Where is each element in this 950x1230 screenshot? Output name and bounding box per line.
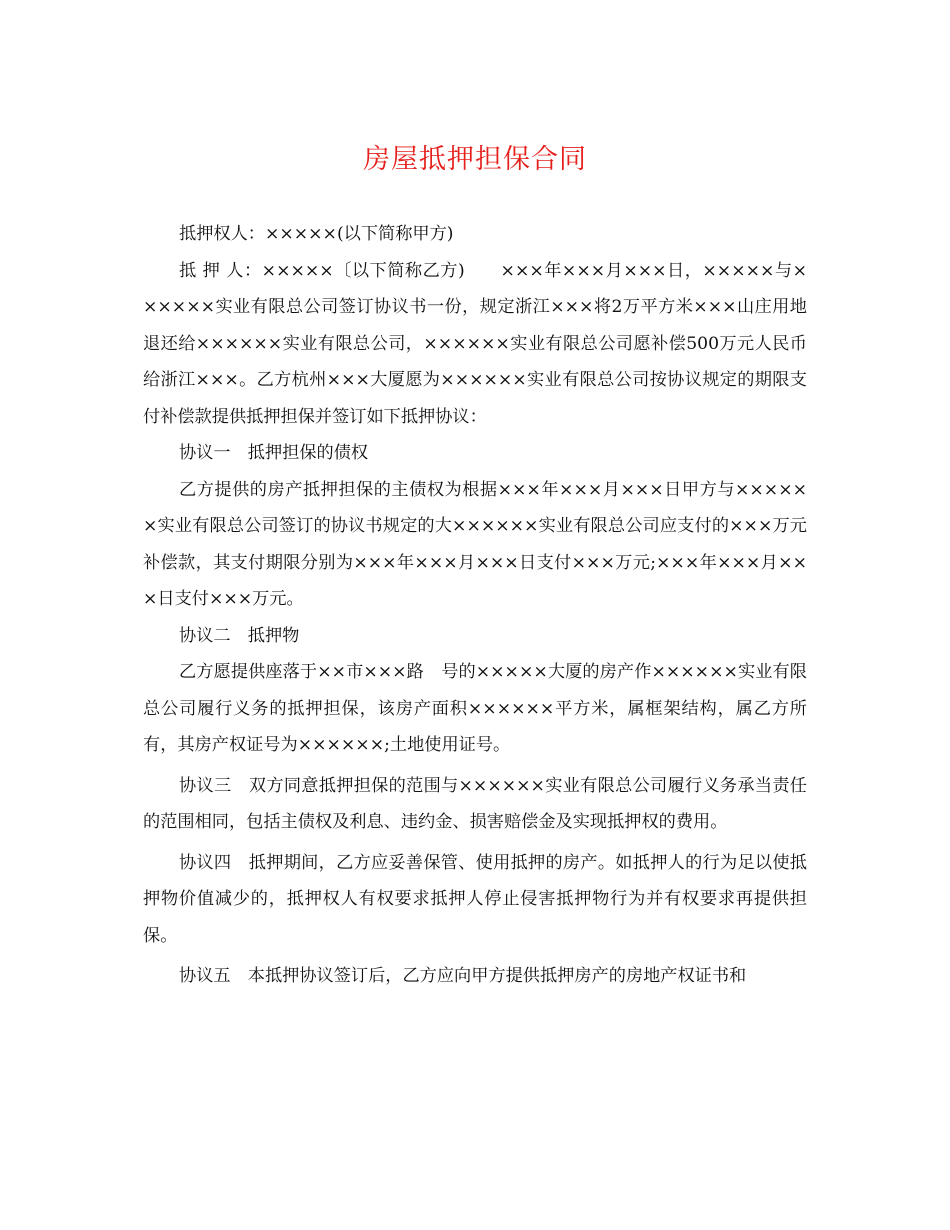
- document-title: 房屋抵押担保合同: [363, 144, 587, 175]
- paragraph-mortgagor-intro: 抵 押 人：×××××〔以下简称乙方) ×××年×××月×××日，×××××与××××××实业有限总公司签订协议书一份，规定浙江×××将2万平方米×××山庄用地退还给××××××实业有限总公司，××××××实业有限总公司愿补偿500万元人民币给浙江×××。乙方杭州×××大厦愿为××××××实业有限总公司按协议规定的期限支付补偿款提供抵押担保并签订如下抵押协议：: [143, 260, 807, 427]
- paragraph-article-1: 乙方提供的房产抵押担保的主债权为根据×××年×××月×××日甲方与××××××实业有限总公司签订的协议书规定的大××××××实业有限总公司应支付的×××万元补偿款，其支付期限分别为×××年×××月×××日支付×××万元;×××年×××月×××日支付×××万元。: [143, 479, 807, 609]
- heading-article-2: 协议二 抵押物: [179, 625, 300, 646]
- paragraph-article-3: 协议三 双方同意抵押担保的范围与××××××实业有限总公司履行义务承当责任的范围相同，包括主债权及利息、违约金、损害赔偿金及实现抵押权的费用。: [143, 775, 807, 832]
- heading-article-1: 协议一 抵押担保的债权: [179, 443, 369, 463]
- paragraph-article-4: 协议四 抵押期间，乙方应妥善保管、使用抵押的房产。如抵押人的行为足以使抵押物价值减少的，抵押权人有权要求抵押人停止侵害抵押物行为并有权要求再提供担保。: [143, 852, 807, 946]
- document-body: [143, 216, 807, 995]
- paragraph-mortgagee: 抵押权人：×××××(以下简称甲方): [179, 224, 454, 244]
- paragraph-article-5: 协议五 本抵押协议签订后，乙方应向甲方提供抵押房产的房地产权证书和: [179, 966, 747, 986]
- paragraph-article-2: 乙方愿提供座落于××市×××路 号的×××××大厦的房产作××××××实业有限总公司履行义务的抵押担保，该房产面积××××××平方米，属框架结构，属乙方所有，其房产权证号为××××××;土地使用证号。: [143, 662, 807, 755]
